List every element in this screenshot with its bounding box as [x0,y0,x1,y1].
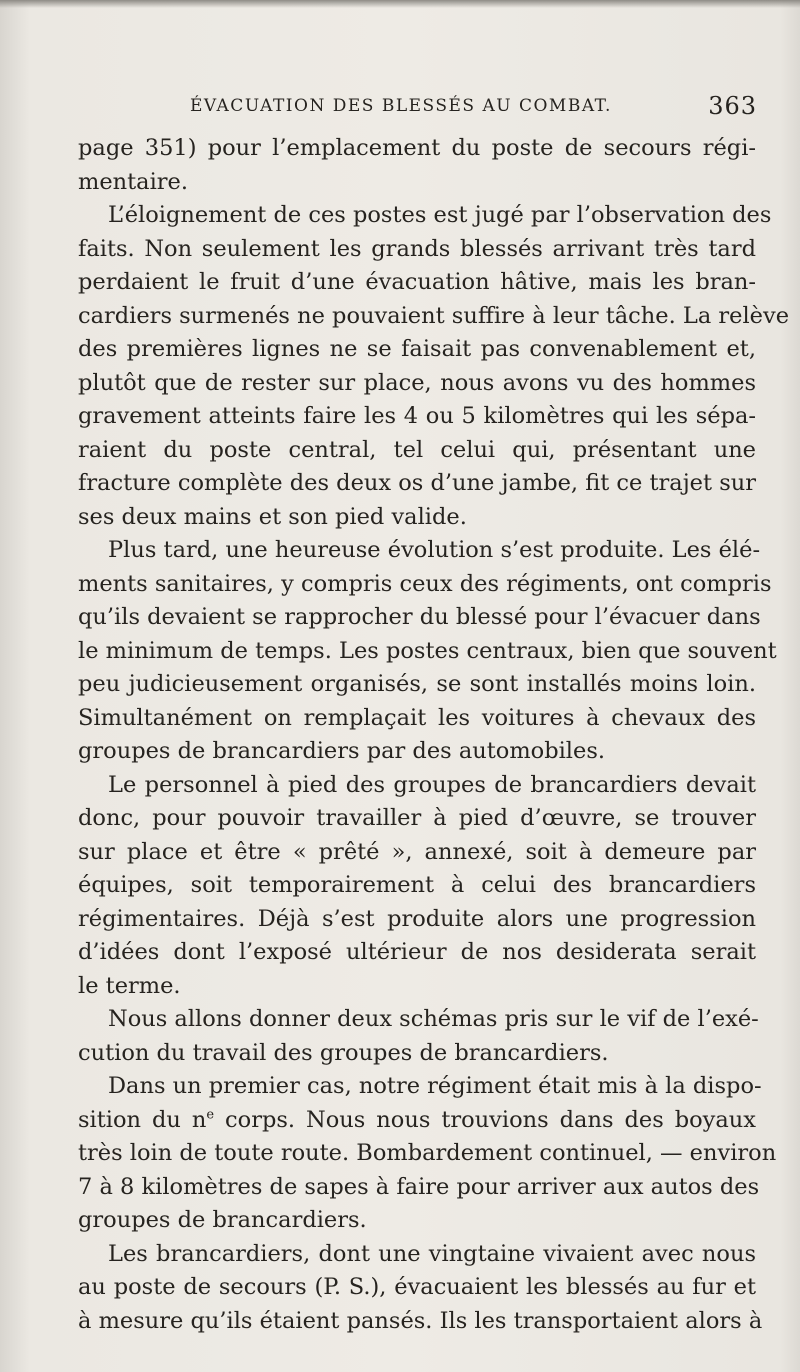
text-line: faits. Non seulement les grands blessés arrivant très tard [78,235,756,262]
text-line: ments sanitaires, y compris ceux des régiments, ont compris [78,570,772,597]
text-line: Les brancardiers, dont une vingtaine vivaient avec nous [108,1240,756,1267]
text-line: le terme. [78,972,181,999]
text-line: peu judicieusement organisés, se sont installés moins loin. [78,671,756,697]
text-line: groupes de brancardiers. [78,1207,367,1233]
text-line: mentaire. [78,168,189,195]
text-line: Plus tard, une heureuse évolution s’est produite. Les élé- [108,537,761,563]
text-line: sur place et être « prêté », annexé, soit à demeure par [78,838,756,865]
text-line: Le personnel à pied des groupes de brancardiers devait [108,771,756,798]
text-line: cution du travail des groupes de brancardiers. [78,1039,609,1066]
text-line: des premières lignes ne se faisait pas convenablement et, [78,336,756,362]
text-line: groupes de brancardiers par des automobiles. [78,738,606,764]
text-line: à mesure qu’ils étaient pansés. Ils les transportaient alors à [78,1307,763,1334]
body-text [78,132,790,1338]
text-line: très loin de toute route. Bombardement continuel, — environ [78,1140,777,1166]
text-line: au poste de secours (P. S.), évacuaient les blessés au fur et [78,1274,756,1300]
text-line: ses deux mains et son pied valide. [78,503,467,530]
text-line: cardiers surmenés ne pouvaient suffire à leur tâche. La relève [78,302,790,329]
text-line: équipes, soit temporairement à celui des brancardiers [78,872,756,898]
running-head [190,92,765,122]
text-line: raient du poste central, tel celui qui, présentant une [78,436,756,463]
text-line: d’idées dont l’exposé ultérieur de nos desiderata serait [78,939,756,965]
text-line: fracture complète des deux os d’une jambe, fit ce trajet sur [78,470,756,496]
text-line: plutôt que de rester sur place, nous avons vu des hommes [78,369,756,396]
page-number: 363 [708,92,757,120]
text-line: Nous allons donner deux schémas pris sur le vif de l’exé- [108,1006,759,1032]
text-line: perdaient le fruit d’une évacuation hâtive, mais les bran- [78,269,756,295]
text-line: page 351) pour l’emplacement du poste de secours régi- [78,135,756,161]
text-line: régimentaires. Déjà s’est produite alors une progression [78,905,756,932]
text-line: 7 à 8 kilomètres de sapes à faire pour arriver aux autos des [78,1173,760,1200]
text-line: qu’ils devaient se rapprocher du blessé pour l’évacuer dans [78,604,761,630]
running-title: ÉVACUATION DES BLESSÉS AU COMBAT. [190,96,612,116]
text-line: Simultanément on remplaçait les voitures à chevaux des [78,704,756,731]
text-line: donc, pour pouvoir travailler à pied d’œuvre, se trouver [78,805,756,831]
text-line: Dans un premier cas, notre régiment était mis à la dispo- [108,1073,762,1099]
text-line: sition du $n^e$ corps. Nous nous trouvions dans des boyaux [78,1106,756,1133]
text-line: L’éloignement de ces postes est jugé par l’observation des [108,202,772,228]
scan-edge-shadow [0,0,800,8]
text-line: gravement atteints faire les 4 ou 5 kilomètres qui les sépa- [78,403,756,429]
text-line: le minimum de temps. Les postes centraux, bien que souvent [78,637,777,664]
